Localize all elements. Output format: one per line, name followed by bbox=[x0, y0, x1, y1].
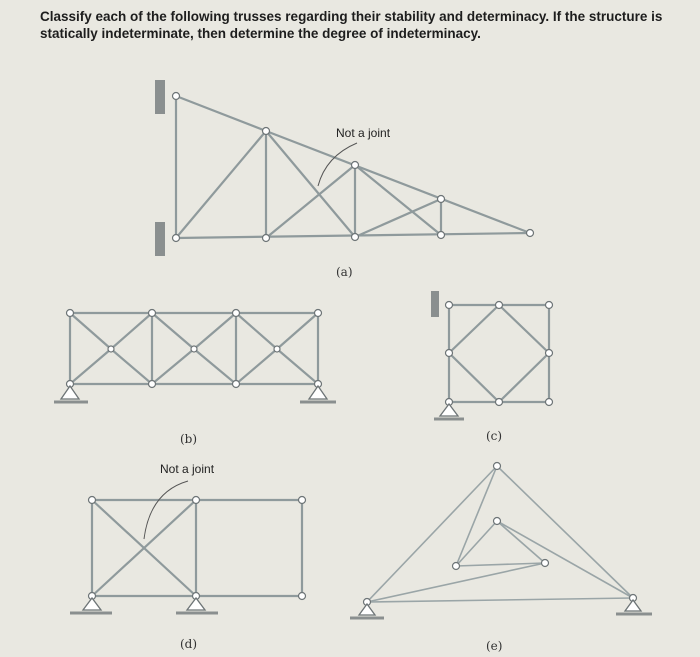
truss-d bbox=[70, 462, 306, 651]
annotation-leader bbox=[144, 481, 188, 539]
joint bbox=[352, 234, 359, 241]
question-part-1: Classify each of the following trusses regarding their bbox=[40, 9, 385, 24]
joint bbox=[263, 128, 270, 135]
wall-support-top bbox=[155, 80, 165, 114]
joint bbox=[438, 196, 445, 203]
question-emphasis-2: degree of indeterminacy bbox=[322, 26, 478, 41]
wall-support bbox=[431, 291, 439, 317]
joint bbox=[173, 235, 180, 242]
pin-support bbox=[359, 604, 375, 615]
question-part-3: . If the structure is statically indeterminate, then determine the bbox=[40, 9, 663, 41]
pin-support bbox=[440, 404, 458, 416]
figure-label-e: (e) bbox=[486, 639, 503, 653]
pin-support bbox=[187, 598, 205, 610]
figure-label-b: (b) bbox=[180, 432, 198, 446]
truss-e bbox=[350, 463, 652, 654]
question-part-5: . bbox=[477, 26, 481, 41]
figure-label-d: (d) bbox=[180, 637, 198, 651]
joint bbox=[438, 232, 445, 239]
joint bbox=[352, 162, 359, 169]
pin-support bbox=[625, 600, 641, 611]
pin-support bbox=[83, 598, 101, 610]
truss-b bbox=[54, 310, 336, 447]
joint bbox=[527, 230, 534, 237]
figure-label-c: (c) bbox=[486, 429, 503, 443]
wall-support-bottom bbox=[155, 222, 165, 256]
truss-c bbox=[431, 291, 553, 443]
pin-support bbox=[309, 386, 327, 399]
pin-support bbox=[61, 386, 79, 399]
joint bbox=[263, 235, 270, 242]
joint bbox=[173, 93, 180, 100]
annotation-not-a-joint-d: Not a joint bbox=[160, 462, 215, 476]
question-emphasis-1: stability and determinacy bbox=[384, 9, 546, 24]
annotation-not-a-joint-a: Not a joint bbox=[336, 126, 391, 140]
truss-a bbox=[155, 80, 534, 279]
figure-label-a: (a) bbox=[336, 265, 353, 279]
